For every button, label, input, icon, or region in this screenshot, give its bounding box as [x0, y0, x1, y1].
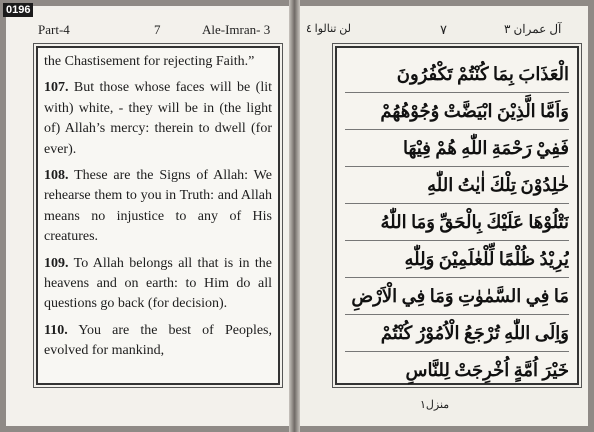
juz-label: لن تنالوا ٤	[306, 23, 351, 35]
right-page	[300, 6, 588, 426]
arabic-line: خٰلِدُوْنَ تِلْكَ اٰيٰتُ اللّٰهِ	[345, 167, 569, 204]
arabic-line: نَتْلُوْهَا عَلَيْكَ بِالْحَقِّ وَمَا اللّٰهُ	[345, 204, 569, 241]
arabic-line: مَا فِي السَّمٰوٰتِ وَمَا فِي الْاَرْضِ	[345, 278, 569, 315]
arabic-line: وَاَمَّا الَّذِيْنَ ابْيَضَّتْ وُجُوْهُهُمْ	[345, 93, 569, 130]
arabic-line: فَفِيْ رَحْمَةِ اللّٰهِ هُمْ فِيْهَا	[345, 130, 569, 167]
translation-text	[44, 52, 272, 368]
image-id-badge: 0196	[3, 3, 33, 17]
left-page	[6, 6, 289, 426]
arabic-line: وَاِلَى اللّٰهِ تُرْجَعُ الْاُمُوْرُ كُنْتُمْ	[345, 315, 569, 352]
arabic-text	[345, 56, 569, 388]
surah-arabic-label: آل عمران ٣	[504, 22, 562, 36]
paragraph: 107. But those whose faces will be (lit with) white, - they will be in (the light of) Allah’s mercy: therein to dwell (for ever).	[44, 80, 272, 157]
arabic-page-number: ٧	[440, 22, 447, 37]
part-label: Part-4	[38, 22, 70, 37]
manzil-mark: منزل١	[420, 399, 450, 411]
arabic-line: الْعَذَابَ بِمَا كُنْتُمْ تَكْفُرُونَ	[345, 56, 569, 93]
paragraph: the Chastisement for rejecting Faith.”	[44, 54, 255, 69]
arabic-line: خَيْرَ اُمَّةٍ اُخْرِجَتْ لِلنَّاسِ	[405, 360, 569, 380]
paragraph: 110. You are the best of Peoples, evolved for mankind,	[44, 322, 272, 359]
surah-label: Ale-Imran- 3	[202, 22, 271, 37]
book-gutter	[289, 0, 300, 432]
paragraph: 109. To Allah belongs all that is in the heavens and on earth: to Him do all questions go back (for decision).	[44, 255, 272, 312]
arabic-frame	[335, 46, 579, 385]
arabic-line: يُرِيْدُ ظُلْمًا لِّلْعٰلَمِيْنَ وَلِلّٰهِ	[345, 241, 569, 278]
translation-frame	[36, 46, 280, 385]
page-number: 7	[154, 22, 161, 37]
paragraph: 108. These are the Signs of Allah: We rehearse them to you in Truth: and Allah means no injustice to any of His creatures.	[44, 168, 272, 245]
